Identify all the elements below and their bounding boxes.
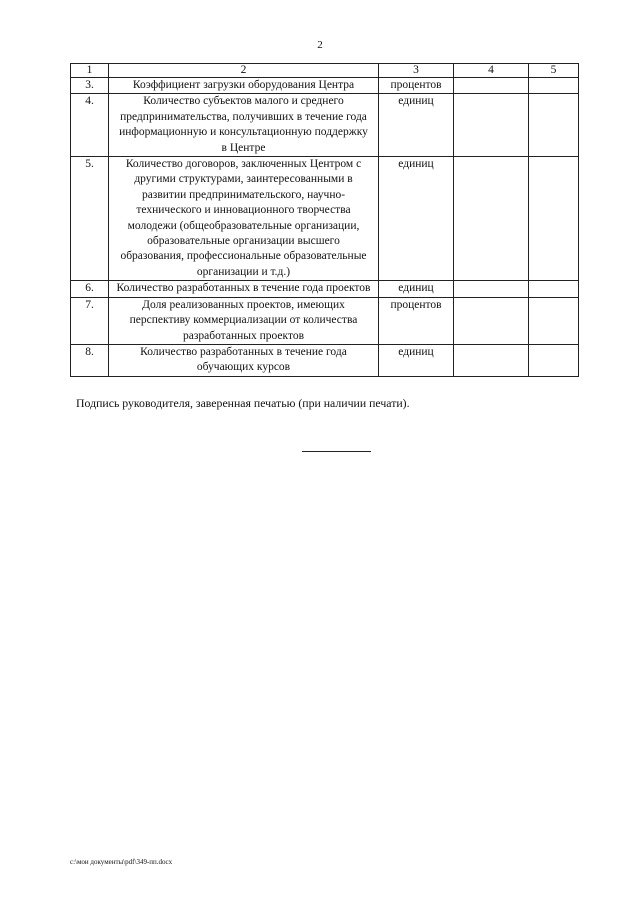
column-header: 2 <box>109 64 379 78</box>
table-row <box>71 297 579 344</box>
unit-cell: процентов <box>379 78 454 94</box>
row-number: 8. <box>71 344 109 376</box>
table-row <box>71 78 579 94</box>
row-number: 6. <box>71 281 109 297</box>
value-cell-5 <box>529 94 579 157</box>
table-row <box>71 281 579 297</box>
unit-cell: единиц <box>379 157 454 281</box>
column-header: 5 <box>529 64 579 78</box>
unit-cell: единиц <box>379 344 454 376</box>
table-header-row <box>71 64 579 78</box>
table-row <box>71 157 579 281</box>
page-number: 2 <box>317 39 323 51</box>
indicator-name: Количество договоров, заключенных Центром с другими структурами, заинтересованными в развитии предпринимательского, научно-технического и инновационного творчества молодежи (общеобразовательные организации, образовательные организации высшего образования, профессиональные образовательные организации и т.д.) <box>109 157 379 281</box>
value-cell-5 <box>529 78 579 94</box>
column-header: 3 <box>379 64 454 78</box>
indicator-name: Количество разработанных в течение года обучающих курсов <box>109 344 379 376</box>
table-row <box>71 94 579 157</box>
value-cell-4 <box>454 94 529 157</box>
value-cell-5 <box>529 157 579 281</box>
column-header: 1 <box>71 64 109 78</box>
value-cell-4 <box>454 78 529 94</box>
value-cell-5 <box>529 297 579 344</box>
value-cell-4 <box>454 281 529 297</box>
row-number: 3. <box>71 78 109 94</box>
indicator-name: Доля реализованных проектов, имеющих перспективу коммерциализации от количества разработанных проектов <box>109 297 379 344</box>
indicator-name: Количество субъектов малого и среднего предпринимательства, получивших в течение года информационную и консультационную поддержку в Центре <box>109 94 379 157</box>
indicators-table <box>70 63 579 377</box>
value-cell-4 <box>454 157 529 281</box>
file-path-footer: c:\мои документы\pdf\349-пп.docx <box>70 858 173 866</box>
unit-cell: единиц <box>379 94 454 157</box>
row-number: 5. <box>71 157 109 281</box>
unit-cell: процентов <box>379 297 454 344</box>
column-header: 4 <box>454 64 529 78</box>
signature-note: Подпись руководителя, заверенная печатью (при наличии печати). <box>76 396 410 410</box>
value-cell-4 <box>454 344 529 376</box>
indicator-name: Количество разработанных в течение года проектов <box>109 281 379 297</box>
value-cell-4 <box>454 297 529 344</box>
value-cell-5 <box>529 344 579 376</box>
table-row <box>71 344 579 376</box>
unit-cell: единиц <box>379 281 454 297</box>
row-number: 7. <box>71 297 109 344</box>
indicator-name: Коэффициент загрузки оборудования Центра <box>109 78 379 94</box>
row-number: 4. <box>71 94 109 157</box>
value-cell-5 <box>529 281 579 297</box>
signature-line <box>302 451 371 452</box>
